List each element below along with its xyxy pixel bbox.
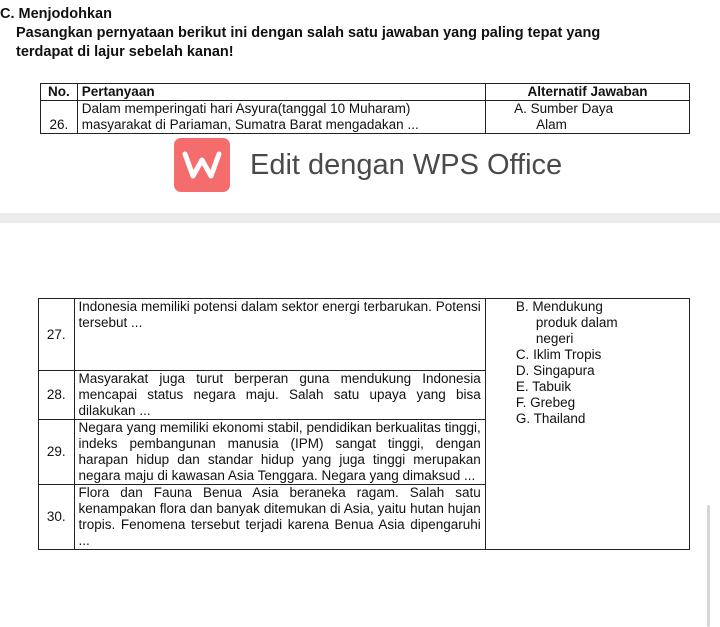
- answer-line: Alam: [536, 117, 567, 132]
- option-item: F. Grebeg: [515, 395, 576, 410]
- option-item: produk dalam: [535, 315, 618, 330]
- question-cell: Negara yang memiliki ekonomi stabil, pendidikan berkualitas tinggi, indeks pembangunan manusia (IPM) sangat tinggi, dengan harapan hidup dan standar hidup yang juga tinggi merupakan negara maju di kawasan Asia Tenggara. Negara yang dimaksud ...: [74, 420, 485, 485]
- table-row: [39, 299, 690, 371]
- option-item: negeri: [535, 331, 574, 346]
- section-title: C. Menjodohkan: [0, 6, 112, 22]
- wps-logo-icon: [174, 138, 230, 192]
- question-line: Dalam memperingati hari Asyura(tanggal 10 Muharam): [81, 101, 411, 116]
- question-line: masyarakat di Pariaman, Sumatra Barat mengadakan ...: [81, 117, 419, 132]
- options-cell: [485, 299, 689, 550]
- question-table-26: [40, 83, 690, 134]
- answer-cell: [486, 101, 690, 134]
- matching-table: [38, 298, 690, 550]
- row-number: 28.: [39, 371, 75, 420]
- question-cell: Masyarakat juga turut berperan guna mendukung Indonesia mencapai status negara maju. Salah satu upaya yang bisa dilakukan ...: [74, 371, 485, 420]
- option-item: D. Singapura: [515, 363, 595, 378]
- header-question: Pertanyaan: [77, 84, 485, 101]
- row-number: 29.: [39, 420, 75, 485]
- option-item: C. Iklim Tropis: [515, 347, 602, 362]
- table-row: [41, 101, 690, 134]
- option-item: G. Thailand: [515, 411, 586, 426]
- answer-line: A. Sumber Daya: [514, 101, 614, 116]
- row-number: 27.: [39, 299, 75, 371]
- header-no: No.: [41, 84, 78, 101]
- table-header-row: [41, 84, 690, 101]
- instruction-line-1: Pasangkan pernyataan berikut ini dengan salah satu jawaban yang paling tepat yang: [16, 25, 601, 41]
- question-cell: Indonesia memiliki potensi dalam sektor energi terbarukan. Potensi tersebut ...: [74, 299, 485, 371]
- row-number: 26.: [41, 101, 78, 134]
- row-number: 30.: [39, 485, 75, 550]
- instruction-line-2: terdapat di lajur sebelah kanan!: [16, 44, 234, 60]
- wps-w-icon: [182, 150, 222, 180]
- option-item: E. Tabuik: [515, 379, 572, 394]
- vertical-scrollbar[interactable]: [707, 505, 710, 627]
- header-answer: Alternatif Jawaban: [486, 84, 690, 101]
- wps-edit-banner[interactable]: [174, 138, 562, 192]
- section-header: [0, 5, 700, 62]
- wps-edit-text[interactable]: Edit dengan WPS Office: [250, 148, 563, 181]
- question-cell: Flora dan Fauna Benua Asia beraneka ragam. Salah satu kenampakan flora dan banyak ditemukan di Asia, yaitu hutan hujan tropis. Fenomena tersebut terjadi karena Benua Asia dipengaruhi ...: [74, 485, 485, 550]
- question-cell: [77, 101, 485, 134]
- option-item: B. Mendukung: [515, 299, 603, 314]
- page-divider: [0, 213, 720, 223]
